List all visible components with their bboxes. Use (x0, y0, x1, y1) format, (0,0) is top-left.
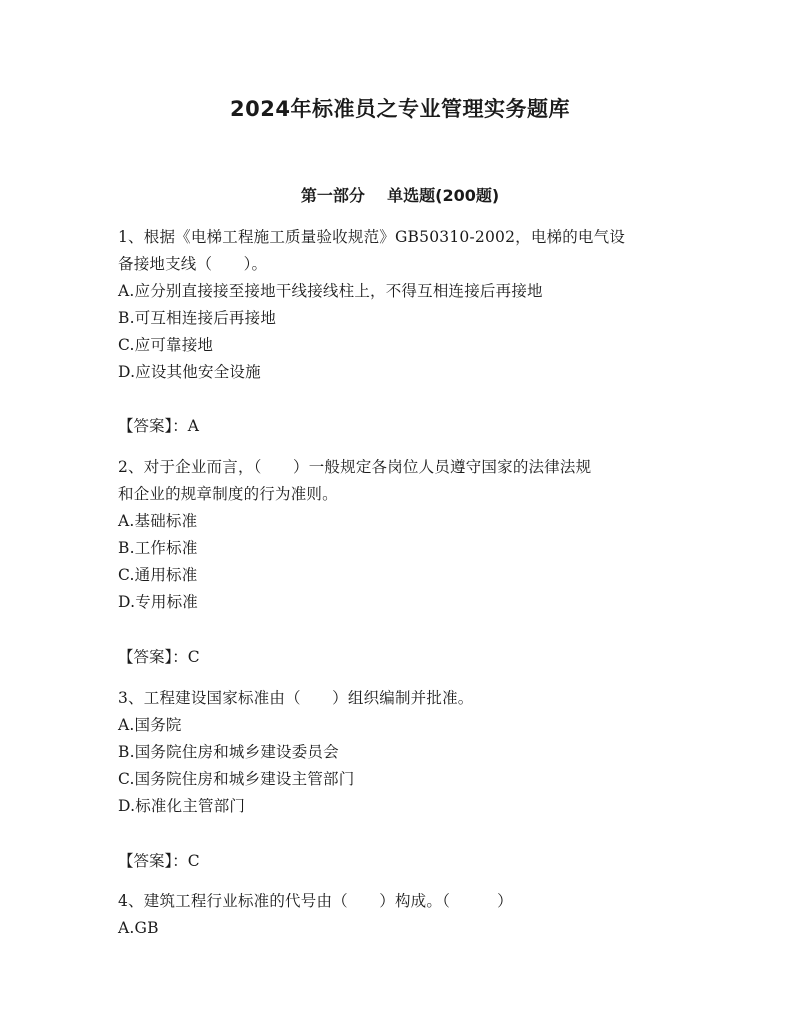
question-2-option-b: B.工作标准 (118, 539, 198, 557)
question-4-option-a: A.GB (118, 919, 159, 937)
question-3-answer: 【答案】：C (118, 852, 200, 870)
question-3-option-d: D.标准化主管部门 (118, 797, 246, 815)
question-3-option-b: B.国务院住房和城乡建设委员会 (118, 743, 339, 761)
question-1-option-b: B.可互相连接后再接地 (118, 309, 277, 327)
question-2-stem-line-2: 和企业的规章制度的行为准则。 (118, 485, 338, 503)
section-title: 第一部分 单选题(200题) (300, 186, 500, 205)
question-1-stem-line-2: 备接地支线（ ）。 (118, 255, 268, 273)
document-title: 2024年标准员之专业管理实务题库 (230, 97, 570, 121)
question-2-answer: 【答案】：C (118, 648, 200, 666)
question-3-option-c: C.国务院住房和城乡建设主管部门 (118, 770, 355, 788)
question-2-option-c: C.通用标准 (118, 566, 198, 584)
question-4-stem-line-1: 4、建筑工程行业标准的代号由（ ）构成。（ ） (118, 892, 513, 910)
question-2-option-a: A.基础标准 (118, 512, 198, 530)
question-1-stem-line-1: 1、根据《电梯工程施工质量验收规范》GB50310-2002，电梯的电气设 (118, 228, 626, 246)
question-3-option-a: A.国务院 (118, 716, 182, 734)
question-1-answer: 【答案】：A (118, 417, 199, 435)
question-1-option-c: C.应可靠接地 (118, 336, 214, 354)
question-2-option-d: D.专用标准 (118, 593, 199, 611)
question-1-option-d: D.应设其他安全设施 (118, 363, 261, 381)
question-1-option-a: A.应分别直接接至接地干线接线柱上，不得互相连接后再接地 (118, 282, 543, 300)
question-3-stem-line-1: 3、工程建设国家标准由（ ）组织编制并批准。 (118, 689, 474, 707)
question-2-stem-line-1: 2、对于企业而言，（ ）一般规定各岗位人员遵守国家的法律法规 (118, 458, 592, 476)
